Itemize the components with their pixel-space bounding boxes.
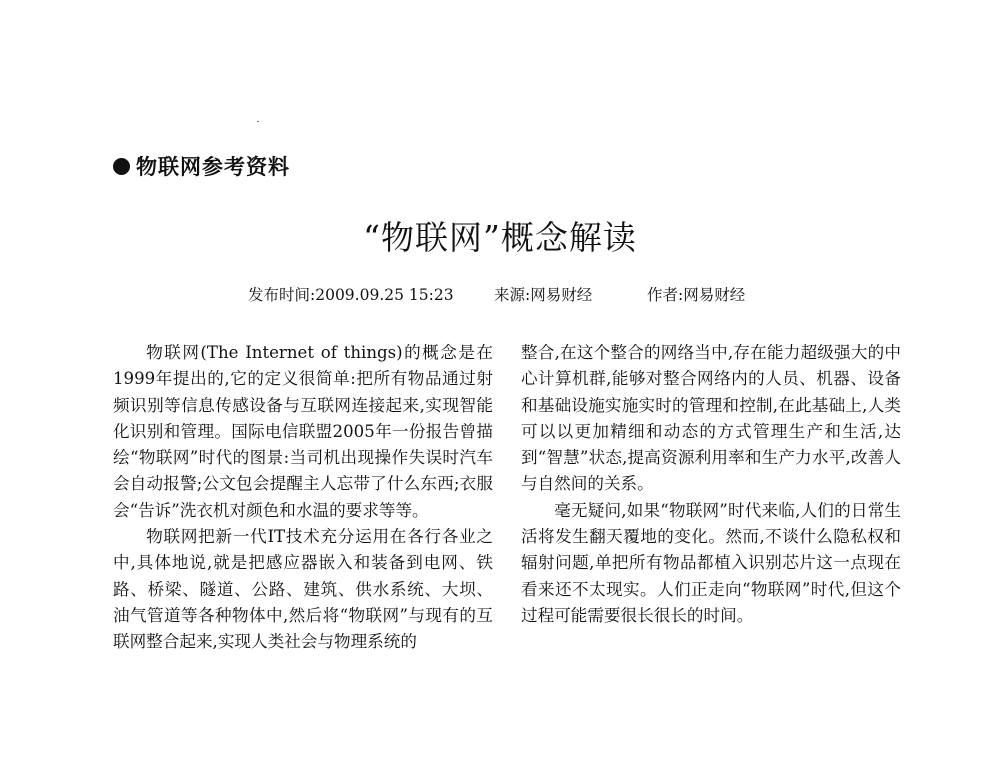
paragraph: 物联网(The Internet of things)的概念是在1999年提出的,它的定义很简单:把所有物品通过射频识别等信息传感设备与互联网连接起来,实现智能化识别和管理。国际电信联盟2005年一份报告曾描绘“物联网”时代的图景:当司机出现操作失误时汽车会自动报警;公文包会提醒主人忘带了什么东西;衣服会“告诉”洗衣机对颜色和水温的要求等等。 bbox=[113, 343, 493, 520]
section-header bbox=[113, 150, 290, 182]
bullet-icon bbox=[113, 158, 130, 175]
article-author: 作者:网易财经 bbox=[647, 286, 746, 304]
paragraph-continued: 整合,在这个整合的网络当中,存在能力超级强大的中心计算机群,能够对整合网络内的人员、机器、设备和基础设施实施实时的管理和控制,在此基础上,人类可以以更加精细和动态的方式管理生产和生活,达到“智慧”状态,提高资源利用率和生产力水平,改善人与自然间的关系。 bbox=[521, 343, 901, 494]
scan-speck bbox=[257, 121, 259, 122]
paragraph: 毫无疑问,如果“物联网”时代来临,人们的日常生活将发生翻天覆地的变化。然而,不谈什么隐私权和辐射问题,单把所有物品都植入识别芯片这一点现在看来还不太现实。人们正走向“物联网”时代,但这个过程可能需要很长很长的时间。 bbox=[521, 500, 901, 625]
right-column bbox=[521, 340, 901, 629]
article-source: 来源:网易财经 bbox=[494, 286, 593, 304]
left-column bbox=[113, 340, 493, 656]
publish-date: 发布时间:2009.09.25 15:23 bbox=[248, 286, 454, 304]
section-label: 物联网参考资料 bbox=[136, 155, 290, 179]
paragraph: 物联网把新一代IT技术充分运用在各行各业之中,具体地说,就是把感应器嵌入和装备到电网、铁路、桥梁、隧道、公路、建筑、供水系统、大坝、油气管道等各种物体中,然后将“物联网”与现有的互联网整合起来,实现人类社会与物理系统的 bbox=[113, 527, 493, 652]
article-title: “物联网”概念解读 bbox=[363, 218, 637, 257]
article-meta bbox=[248, 283, 768, 307]
